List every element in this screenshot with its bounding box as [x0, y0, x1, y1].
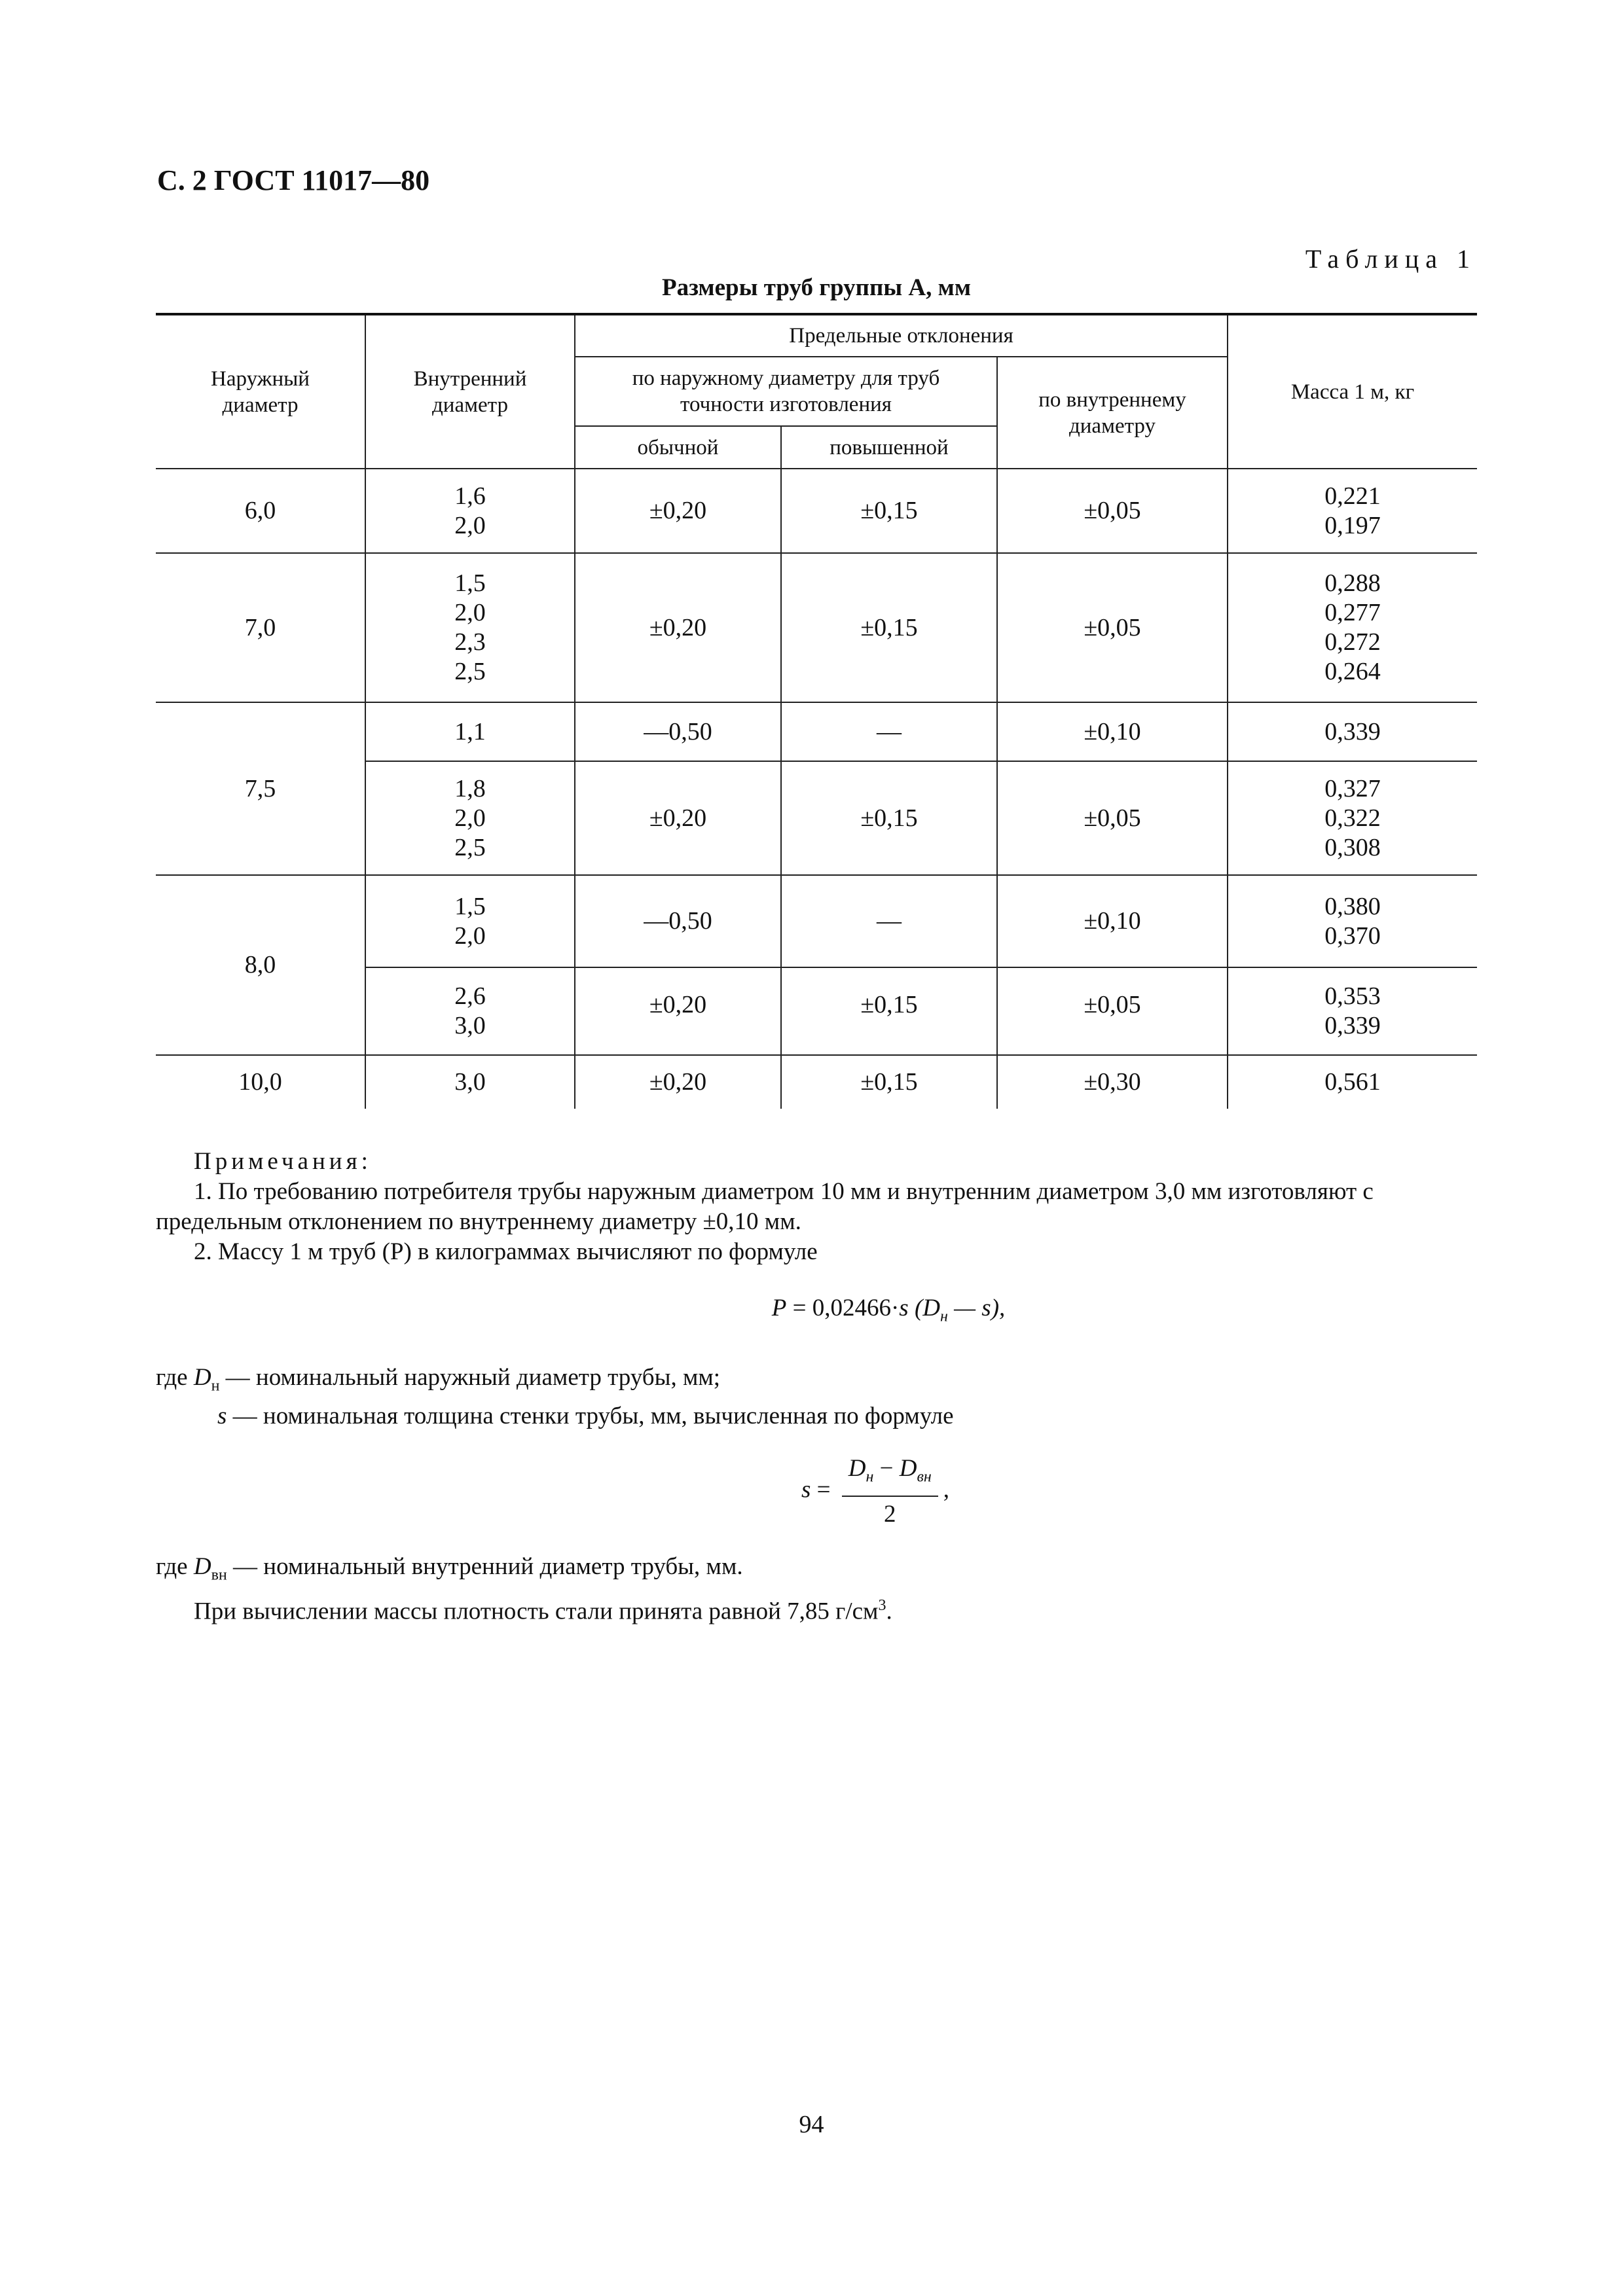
mass-cell: 0,561: [1228, 1055, 1477, 1109]
table-row: [156, 553, 1477, 702]
outer-diameter-cell: 8,0: [156, 875, 365, 1055]
header-normal-precision: обычной: [575, 426, 781, 469]
table-row: [156, 702, 1477, 761]
table-label: Таблица 1: [1305, 244, 1476, 274]
where-wall-thickness: s — номинальная толщина стенки трубы, мм, вычисленная по формуле: [217, 1402, 954, 1429]
normal-deviation-cell: ±0,20: [575, 967, 781, 1055]
header-inner-diameter: Внутренний диаметр: [365, 314, 575, 469]
normal-deviation-cell: ±0,20: [575, 1055, 781, 1109]
inner-deviation-cell: ±0,10: [997, 875, 1228, 967]
header-mass: Масса 1 м, кг: [1228, 314, 1477, 469]
table-row: [156, 469, 1477, 553]
table-title: Размеры труб группы А, мм: [661, 274, 972, 301]
header-outer-diameter: Наружный диаметр: [156, 314, 365, 469]
inner-diameter-cell: 1,5 2,0 2,3 2,5: [365, 553, 575, 702]
inner-deviation-cell: ±0,05: [997, 761, 1228, 875]
inner-deviation-cell: ±0,05: [997, 967, 1228, 1055]
outer-diameter-cell: 7,0: [156, 553, 365, 702]
fraction: $\frac{D_н - D_{вн}}{2}$: [842, 1454, 938, 1530]
normal-deviation-cell: —0,50: [575, 875, 781, 967]
normal-deviation-cell: ±0,20: [575, 553, 781, 702]
table-row: [156, 875, 1477, 967]
page-number: 94: [799, 2111, 824, 2138]
note-2: 2. Массу 1 м труб (P) в килограммах вычисляют по формуле: [194, 1238, 818, 1265]
mass-cell: 0,339: [1228, 702, 1477, 761]
increased-deviation-cell: ±0,15: [781, 761, 997, 875]
note-1: 1. По требованию потребителя трубы наружным диаметром 10 мм и внутренним диаметром 3,0 мм изготовляют с предельным отклонением по внутреннему диаметру ±0,10 мм.: [156, 1178, 1374, 1235]
increased-deviation-cell: —: [781, 702, 997, 761]
header-increased-precision: повышенной: [781, 426, 997, 469]
pipe-dimensions-table: [156, 313, 1477, 1109]
mass-cell: 0,327 0,322 0,308: [1228, 761, 1477, 875]
mass-cell: 0,353 0,339: [1228, 967, 1477, 1055]
table-row: [156, 1055, 1477, 1109]
header-limit-deviations: Предельные отклонения: [575, 314, 1228, 357]
mass-cell: 0,288 0,277 0,272 0,264: [1228, 553, 1477, 702]
notes-section: [156, 1147, 1477, 1626]
inner-diameter-cell: 1,5 2,0: [365, 875, 575, 967]
density-note: При вычислении массы плотность стали принята равной 7,85 $г/см^3$.: [194, 1596, 892, 1624]
outer-diameter-cell: 7,5: [156, 702, 365, 875]
normal-deviation-cell: ±0,20: [575, 761, 781, 875]
normal-deviation-cell: —0,50: [575, 702, 781, 761]
header-by-inner-diameter: по внутреннему диаметру: [997, 357, 1228, 469]
increased-deviation-cell: ±0,15: [781, 1055, 997, 1109]
inner-deviation-cell: ±0,30: [997, 1055, 1228, 1109]
inner-deviation-cell: ±0,05: [997, 553, 1228, 702]
page-header: С. 2 ГОСТ 11017—80: [157, 164, 430, 196]
notes-title: Примечания:: [194, 1148, 372, 1175]
inner-deviation-cell: ±0,10: [997, 702, 1228, 761]
normal-deviation-cell: ±0,20: [575, 469, 781, 553]
mass-cell: 0,380 0,370: [1228, 875, 1477, 967]
inner-diameter-cell: 3,0: [365, 1055, 575, 1109]
increased-deviation-cell: ±0,15: [781, 967, 997, 1055]
mass-formula: P = 0,02466·s ($D_н$ — s),: [771, 1295, 1006, 1325]
where-inner-diameter: где $D_{вн}$ — номинальный внутренний диаметр трубы, мм.: [156, 1553, 743, 1584]
mass-cell: 0,221 0,197: [1228, 469, 1477, 553]
outer-diameter-cell: 10,0: [156, 1055, 365, 1109]
increased-deviation-cell: ±0,15: [781, 553, 997, 702]
inner-deviation-cell: ±0,05: [997, 469, 1228, 553]
increased-deviation-cell: —: [781, 875, 997, 967]
inner-diameter-cell: 2,6 3,0: [365, 967, 575, 1055]
outer-diameter-cell: 6,0: [156, 469, 365, 553]
wall-thickness-formula: s = $\frac{D_н - D_{вн}}{2}$ ,: [156, 1454, 1477, 1530]
header-by-outer-diameter: по наружному диаметру для труб точности изготовления: [575, 357, 997, 426]
inner-diameter-cell: 1,8 2,0 2,5: [365, 761, 575, 875]
inner-diameter-cell: 1,6 2,0: [365, 469, 575, 553]
inner-diameter-cell: 1,1: [365, 702, 575, 761]
where-outer-diameter: где $D_н$ — номинальный наружный диаметр трубы, мм;: [156, 1364, 721, 1395]
increased-deviation-cell: ±0,15: [781, 469, 997, 553]
